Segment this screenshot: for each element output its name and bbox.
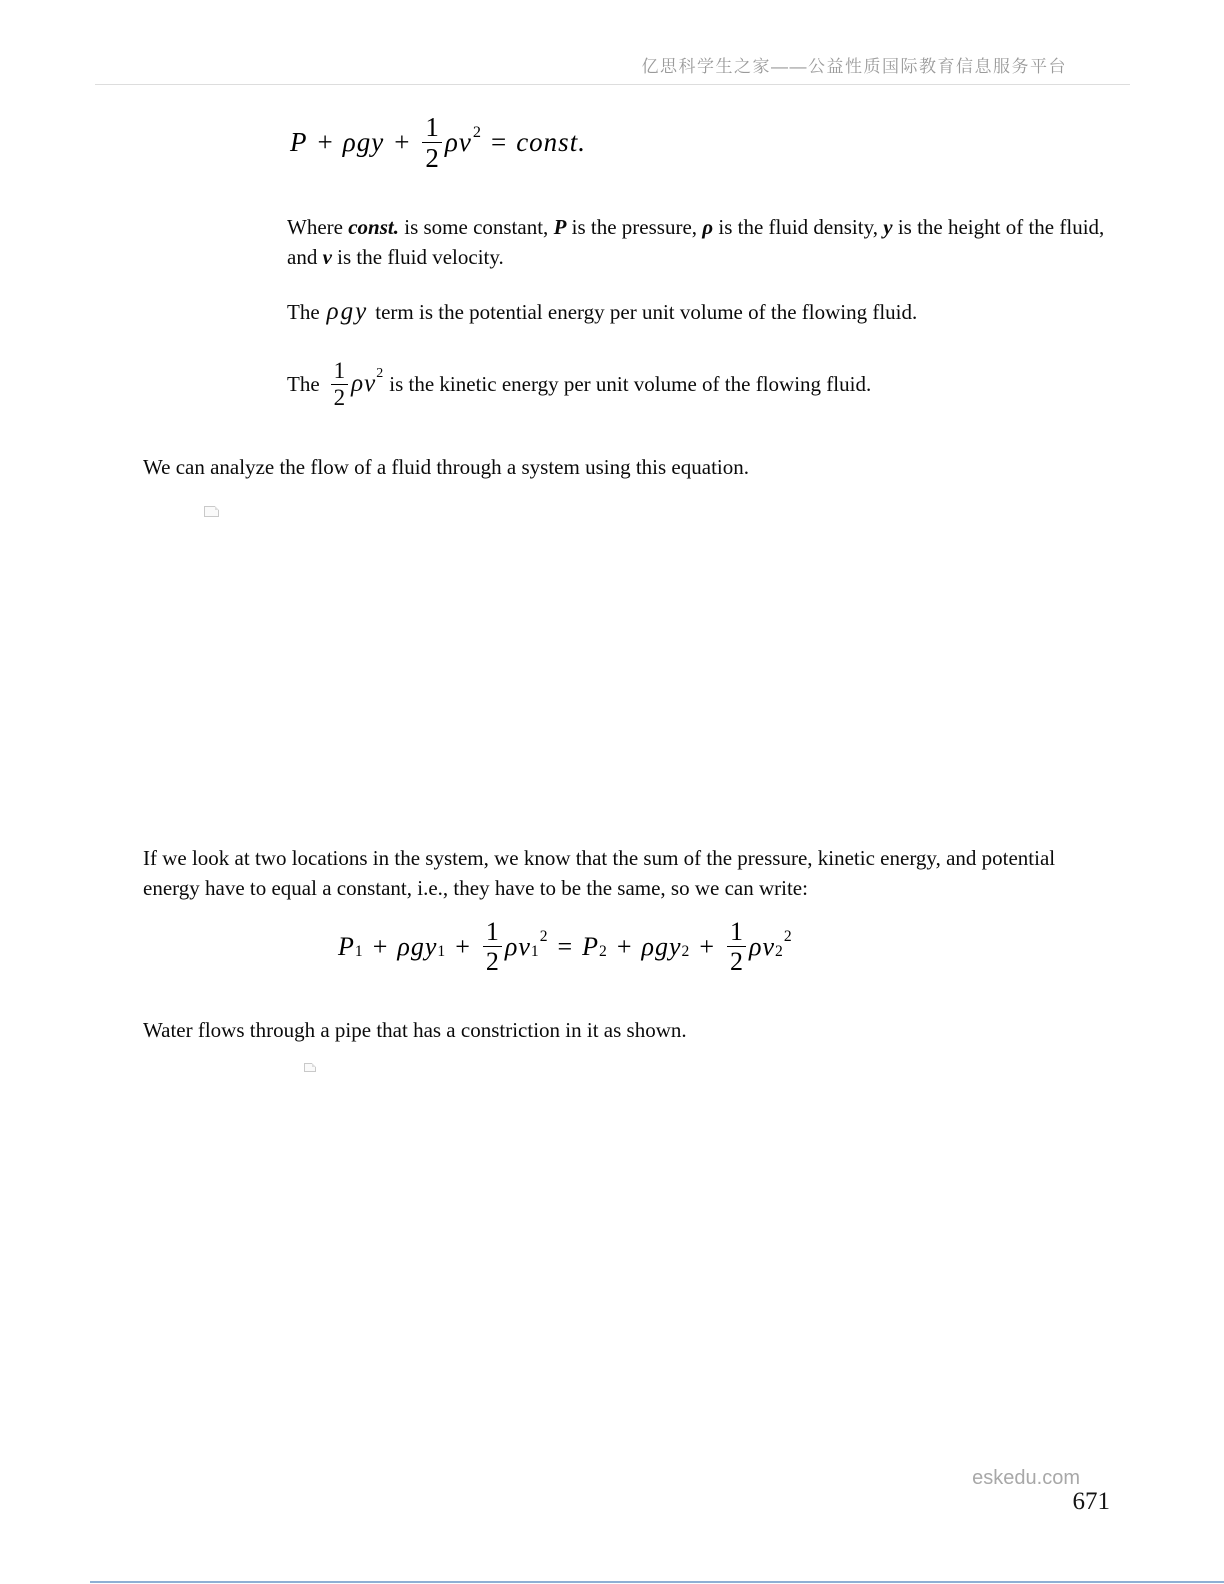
footer-site-url: eskedu.com — [972, 1467, 1080, 1489]
text-run: is the kinetic energy per unit volume of the flowing fluid. — [389, 372, 872, 397]
equals-operator: = — [557, 931, 573, 961]
var-rho: ρ — [702, 215, 714, 239]
equals-operator: = — [490, 127, 507, 158]
fraction-denominator: 2 — [422, 142, 442, 173]
var-y: y — [883, 215, 893, 239]
fraction-one-half — [331, 358, 349, 411]
text-run: is some constant, — [398, 215, 554, 239]
eq-term-P1: P — [338, 931, 355, 961]
eq-term-rho-g-y2: ρgy — [641, 931, 682, 961]
page-number: 671 — [1072, 1488, 1110, 1515]
fraction-numerator: 1 — [485, 917, 499, 946]
exponent: 2 — [539, 927, 548, 945]
paragraph-variable-definitions — [287, 212, 1107, 272]
missing-image-placeholder-icon — [304, 1063, 316, 1072]
paragraph-analyze-flow: We can analyze the flow of a fluid through a system using this equation. — [143, 455, 749, 479]
exponent: 2 — [472, 123, 481, 142]
fraction-one-half — [483, 917, 502, 976]
plus-operator: + — [455, 931, 470, 961]
eq-term-rho-g-y1: ρgy — [397, 931, 438, 961]
var-P: P — [553, 215, 567, 239]
plus-operator: + — [372, 931, 388, 961]
exponent: 2 — [783, 927, 792, 945]
fraction-denominator: 2 — [727, 946, 746, 976]
eq-term-rho-v: ρv — [444, 127, 472, 158]
text-run: Where — [287, 215, 349, 239]
fraction-numerator: 1 — [333, 358, 346, 383]
eq-term-pressure: P — [290, 127, 308, 158]
text-run: is the fluid velocity. — [331, 245, 504, 269]
missing-image-placeholder-icon — [204, 506, 219, 517]
exponent: 2 — [376, 366, 384, 382]
bottom-divider — [90, 1581, 1224, 1583]
subscript: 2 — [775, 943, 783, 961]
eq-term-rho-v2: ρv — [749, 931, 776, 961]
plus-operator: + — [699, 931, 715, 961]
eq-term-rho-g-y: ρgy — [342, 127, 385, 158]
equation-bernoulli — [290, 112, 586, 173]
fraction-numerator: 1 — [730, 917, 744, 946]
math-rho-v: ρv — [351, 370, 377, 398]
text-run: is the fluid density, — [713, 215, 884, 239]
text-run: The — [287, 372, 320, 397]
eq-term-rho-v1: ρv — [504, 931, 531, 961]
paragraph-kinetic-energy — [287, 358, 871, 411]
paragraph-two-locations: If we look at two locations in the system, we know that the sum of the pressure, kinetic energy, and potential energy have to equal a constant, i.e., they have to be the same, so we can write: — [143, 846, 1056, 900]
fraction-one-half — [727, 917, 746, 976]
subscript: 2 — [599, 943, 607, 961]
var-v: v — [322, 245, 332, 269]
fraction-denominator: 2 — [331, 384, 349, 411]
paragraph-potential-energy — [287, 297, 1047, 327]
plus-operator: + — [616, 931, 632, 961]
eq-term-const: const. — [516, 127, 586, 158]
text-run: is the pressure, — [566, 215, 703, 239]
plus-operator: + — [317, 127, 333, 158]
eq-term-P2: P — [582, 931, 600, 961]
fraction-numerator: 1 — [425, 112, 439, 142]
text-run: The — [287, 300, 320, 324]
fraction-denominator: 2 — [483, 946, 502, 976]
subscript: 1 — [530, 943, 539, 961]
fraction-one-half — [422, 112, 442, 173]
plus-operator: + — [394, 127, 410, 158]
text-run: term is the potential energy per unit volume of the flowing fluid. — [375, 300, 918, 324]
math-rho-g-y: ρgy — [326, 298, 369, 325]
var-const: const. — [348, 215, 399, 239]
subscript: 2 — [681, 943, 690, 961]
subscript: 1 — [437, 943, 446, 961]
paragraph-water-flows: Water flows through a pipe that has a constriction in it as shown. — [143, 1018, 687, 1042]
text-run: is the height of the fluid, and — [287, 215, 1105, 269]
header-site-title: 亿思科学生之家——公益性质国际教育信息服务平台 — [641, 57, 1067, 76]
header-divider — [95, 84, 1130, 85]
equation-two-points — [338, 917, 792, 976]
subscript: 1 — [354, 943, 363, 961]
